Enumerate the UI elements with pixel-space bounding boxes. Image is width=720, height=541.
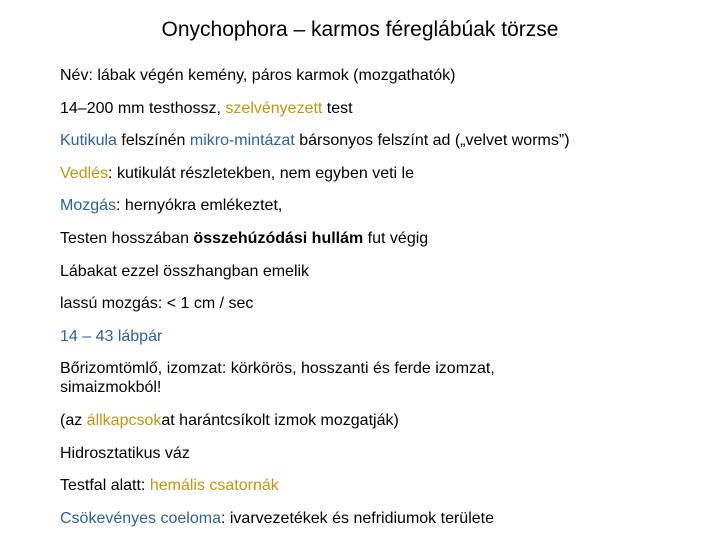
highlighted-term: Mozgás — [60, 197, 117, 215]
bullet-item — [60, 164, 700, 183]
highlighted-term: 14 – 43 lábpár — [60, 327, 163, 345]
highlighted-term: mikro-mintázat — [189, 132, 295, 150]
highlighted-term: Kutikula — [60, 132, 117, 150]
bullet-list — [60, 66, 700, 541]
bullet-text: : hernyókra emlékeztet, — [116, 197, 283, 215]
bullet-item — [60, 99, 700, 118]
bullet-text: : kutikulát részletekben, nem egyben veti le — [108, 164, 414, 182]
bullet-text: Lábakat ezzel összhangban emelik — [60, 262, 310, 280]
bullet-text: 14–200 mm testhossz, — [60, 99, 226, 117]
bullet-text: test — [322, 99, 353, 117]
bullet-item — [60, 262, 700, 281]
bullet-item — [60, 444, 700, 463]
highlighted-term: szelvényezett — [225, 99, 323, 117]
bullet-item — [60, 229, 700, 248]
highlighted-term: állkapcsok — [86, 411, 162, 429]
highlighted-term: hemális csatornák — [149, 477, 279, 495]
bullet-text: Testfal alatt: — [60, 477, 150, 495]
bullet-text: Testen hosszában — [60, 229, 194, 247]
bullet-item — [60, 196, 700, 215]
bullet-text: felszínén — [116, 132, 190, 150]
bullet-item — [60, 509, 700, 528]
bullet-item — [60, 131, 700, 150]
highlighted-term: Csökevényes coeloma — [60, 509, 221, 527]
bullet-text: fut végig — [363, 229, 429, 247]
bullet-item — [60, 294, 700, 313]
bullet-text: : ivarvezetékek és nefridiumok területe — [220, 509, 494, 527]
highlighted-term: Vedlés — [60, 164, 109, 182]
bullet-item — [60, 327, 700, 346]
bullet-text: Bőrizomtömlő, izomzat: körkörös, hosszanti és ferde izomzat, simaizmokból! — [60, 360, 495, 397]
bullet-text: Név: lábak végén kemény, páros karmok (mozgathatók) — [60, 67, 456, 84]
bullet-item — [60, 411, 700, 430]
page-title: Onychophora – karmos féreglábúak törzse — [161, 18, 559, 41]
bullet-text: Hidrosztatikus váz — [60, 444, 190, 462]
bullet-item — [60, 66, 700, 85]
bullet-text: (az — [60, 411, 87, 429]
bullet-item — [60, 476, 700, 495]
bullet-item — [60, 359, 700, 397]
bullet-text: at harántcsíkolt izmok mozgatják) — [161, 411, 399, 429]
bullet-text: lassú mozgás: < 1 cm / sec — [60, 295, 254, 313]
highlighted-term: összehúzódási hullám — [193, 229, 364, 247]
bullet-text: bársonyos felszínt ad („velvet worms”) — [294, 132, 570, 150]
